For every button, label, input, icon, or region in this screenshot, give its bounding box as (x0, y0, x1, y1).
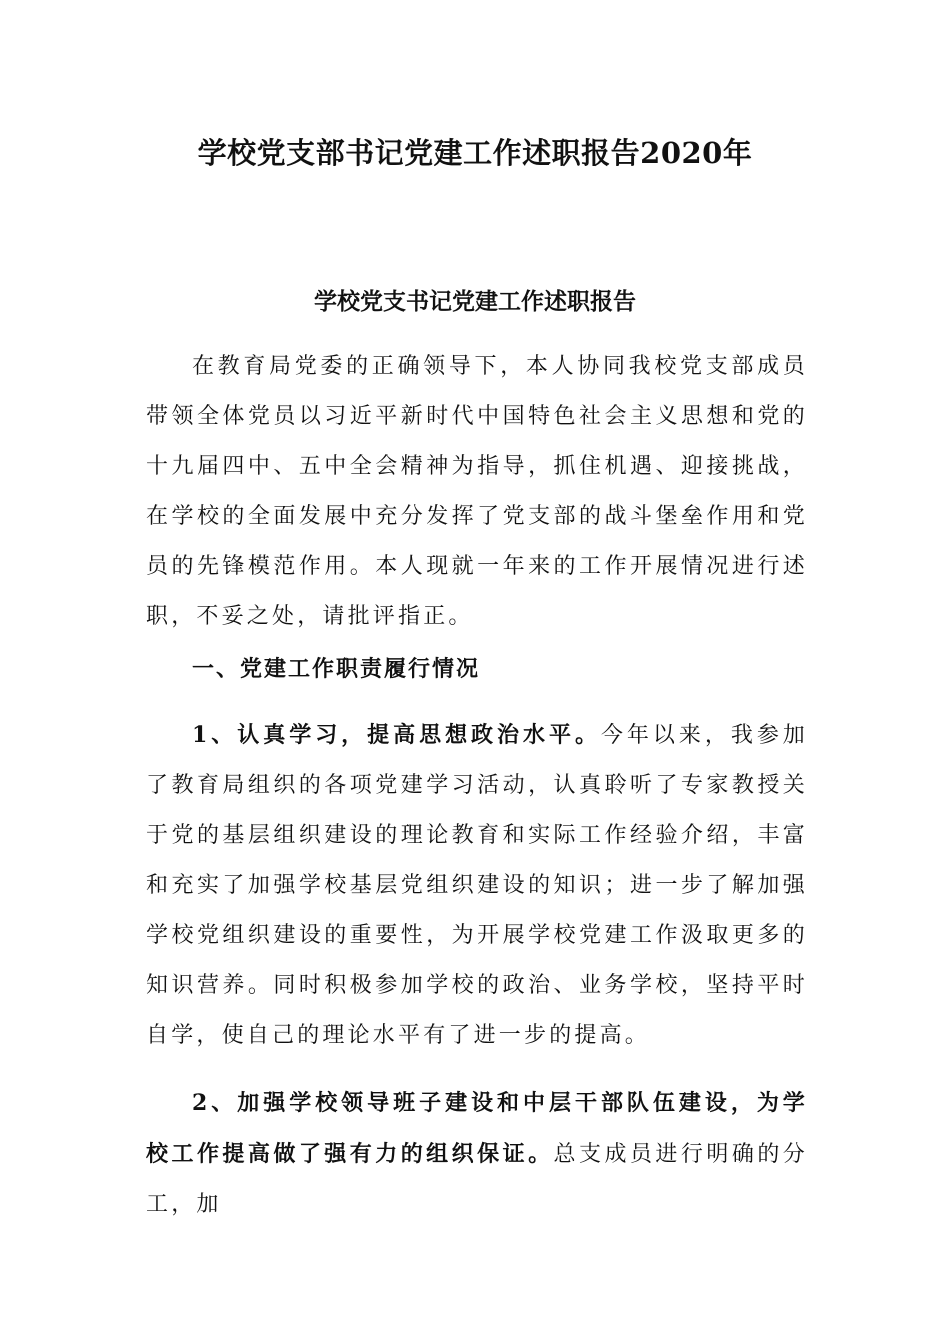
item-2-body: 总支成员进行明确的分工，加 (146, 1142, 808, 1217)
item-2-paragraph (146, 1078, 808, 1230)
section-heading: 一、党建工作职责履行情况 (192, 656, 481, 682)
item-1-lead: 1、认真学习，提高思想政治水平。 (192, 722, 601, 748)
item-1-paragraph (146, 710, 808, 1061)
intro-paragraph: 在教育局党委的正确领导下，本人协同我校党支部成员带领全体党员以习近平新时代中国特色社会主义思想和党的十九届四中、五中全会精神为指导，抓住机遇、迎接挑战，在学校的全面发展中充分发挥了党支部的战斗堡垒作用和党员的先锋模范作用。本人现就一年来的工作开展情况进行述职，不妥之处，请批评指正。 (146, 354, 808, 629)
document-title: 学校党支部书记党建工作述职报告2020年 (197, 136, 753, 170)
item-2-lead: 2、加强学校领导班子建设和中层干部队伍建设，为学校工作提高做了强有力的组织保证。 (146, 1090, 808, 1167)
report-subtitle: 学校党支书记党建工作述职报告 (314, 288, 636, 315)
item-1-body: 今年以来，我参加了教育局组织的各项党建学习活动，认真聆听了专家教授关于党的基层组织建设的理论教育和实际工作经验介绍，丰富和充实了加强学校基层党组织建设的知识；进一步了解加强学校党组织建设的重要性，为开展学校党建工作汲取更多的知识营养。同时积极参加学校的政治、业务学校，坚持平时自学，使自己的理论水平有了进一步的提高。 (146, 723, 808, 1048)
